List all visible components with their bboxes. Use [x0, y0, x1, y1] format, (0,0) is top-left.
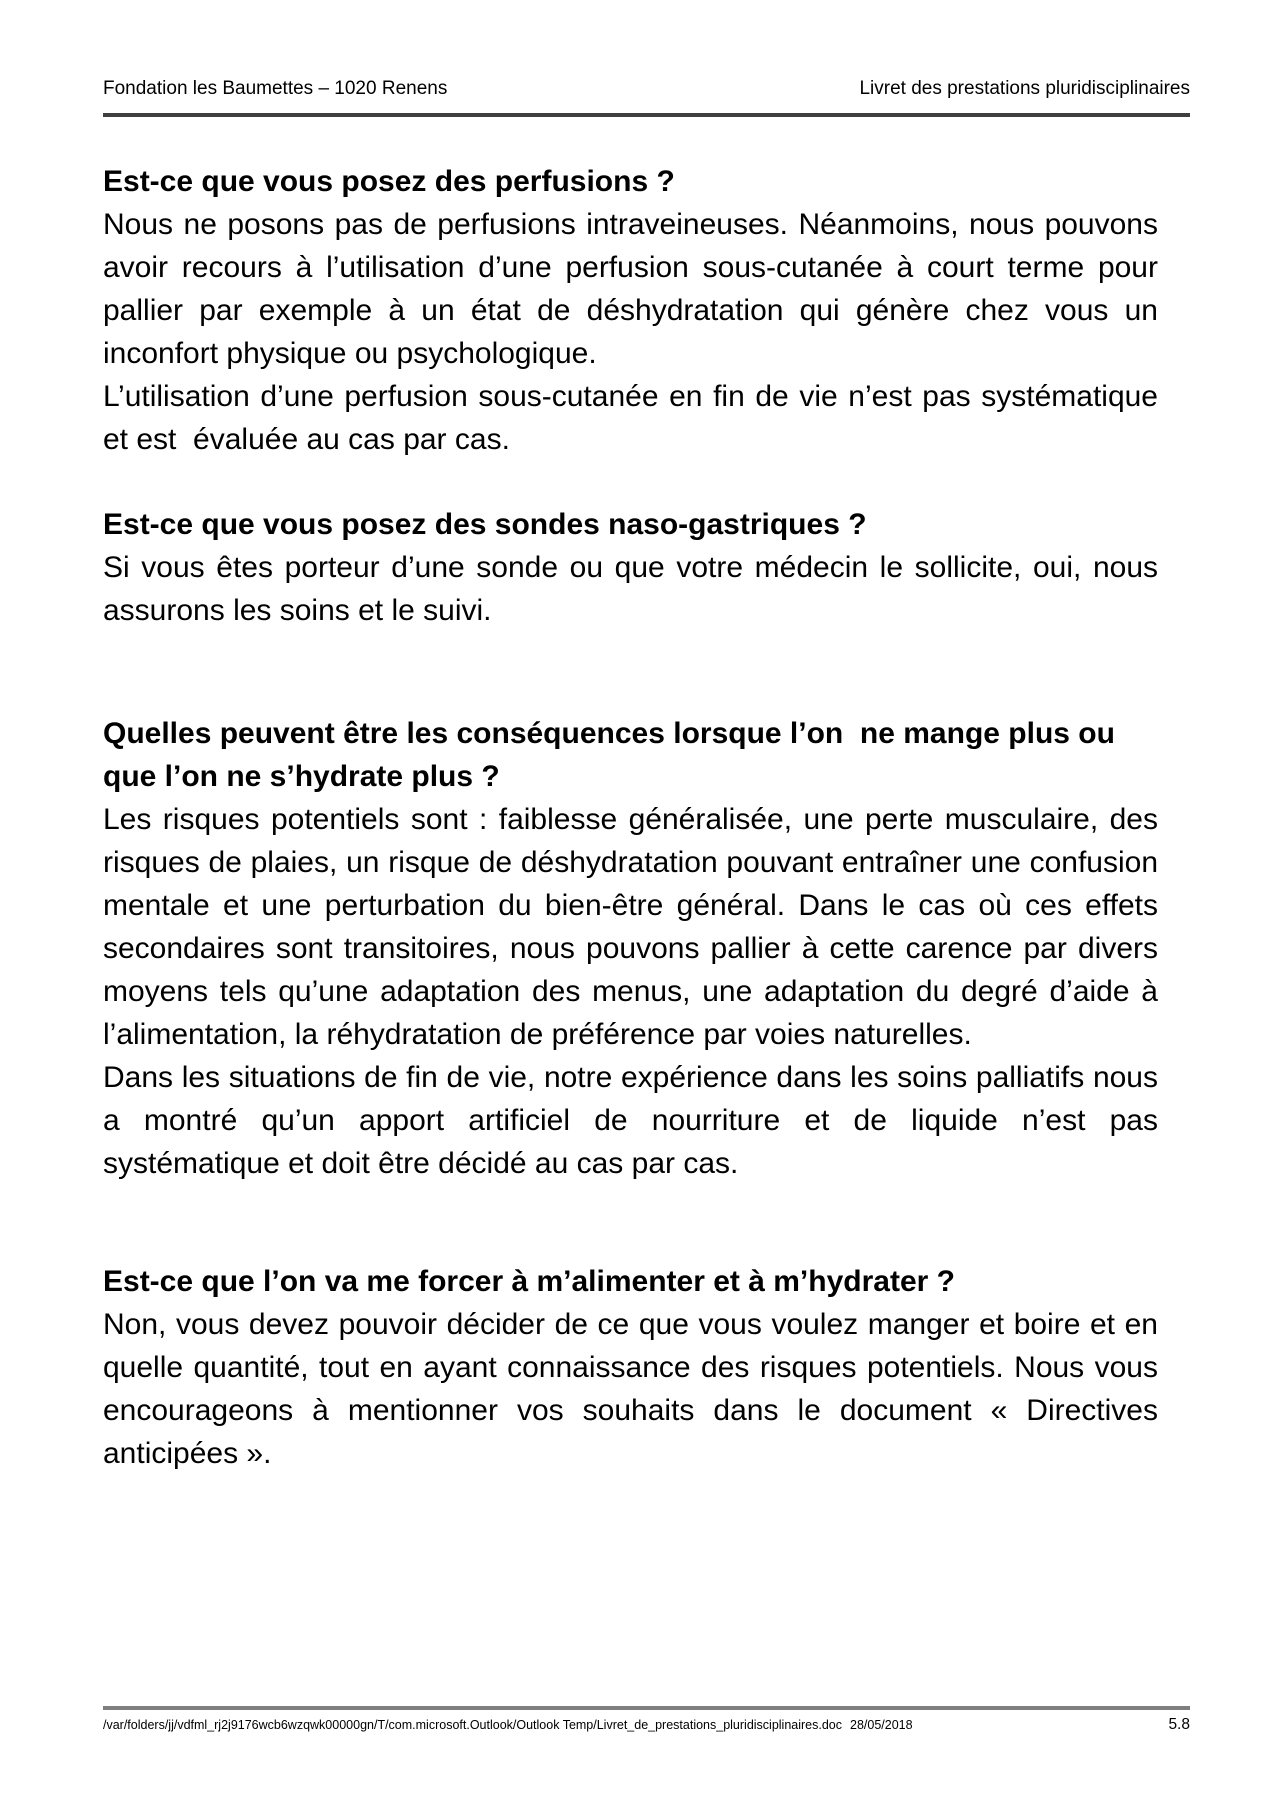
section-paragraph: Les risques potentiels sont : faiblesse généralisée, une perte musculaire, des risques de plaies, un risque de déshydratation pouvant entraîner une confusion mentale et une perturbation du bien-être général. Dans le cas où ces effets secondaires sont transitoires, nous pouvons pallier à cette carence par divers moyens tels qu’une adaptation des menus, une adaptation du degré d’aide à l’alimentation, la réhydratation de préférence par voies naturelles.	[103, 803, 1167, 1051]
section-paragraph: Non, vous devez pouvoir décider de ce que vous voulez manger et boire et en quelle quantité, tout en ayant connaissance des risques potentiels. Nous vous encourageons à mentionner vos souhaits dans le document « Directives anticipées ».	[103, 1308, 1167, 1470]
header-organization: Fondation les Baumettes – 1020 Renens	[103, 78, 448, 99]
document-body	[103, 160, 1167, 1475]
header-document-title: Livret des prestations pluridisciplinaires	[859, 78, 1190, 99]
section-paragraph: Si vous êtes porteur d’une sonde ou que votre médecin le sollicite, oui, nous assurons les soins et le suivi.	[103, 551, 1167, 627]
section-paragraph: L’utilisation d’une perfusion sous-cutanée en fin de vie n’est pas systématique et est évaluée au cas par cas.	[103, 380, 1167, 456]
section-heading: Est-ce que vous posez des perfusions ?	[103, 165, 675, 198]
page-footer	[103, 1706, 1190, 1734]
page-header	[103, 78, 1190, 117]
footer-date: 28/05/2018	[850, 1718, 913, 1732]
section-sondes-naso-gastriques	[103, 503, 1167, 632]
footer-file-info	[103, 1718, 913, 1733]
section-paragraph: Dans les situations de fin de vie, notre expérience dans les soins palliatifs nous a montré qu’un apport artificiel de nourriture et de liquide n’est pas systématique et doit être décidé au cas par cas.	[103, 1061, 1167, 1180]
footer-page-number: 5.8	[1168, 1716, 1190, 1733]
section-paragraph: Nous ne posons pas de perfusions intraveineuses. Néanmoins, nous pouvons avoir recours à l’utilisation d’une perfusion sous-cutanée à court terme pour pallier par exemple à un état de déshydratation qui génère chez vous un inconfort physique ou psychologique.	[103, 208, 1167, 370]
section-consequences-alimentation	[103, 712, 1167, 1185]
section-heading: Est-ce que l’on va me forcer à m’alimenter et à m’hydrater ?	[103, 1265, 955, 1298]
section-heading: Quelles peuvent être les conséquences lorsque l’on ne mange plus ou que l’on ne s’hydrate plus ?	[103, 717, 1124, 793]
footer-file-path: /var/folders/jj/vdfml_rj2j9176wcb6wzqwk00000gn/T/com.microsoft.Outlook/Outlook Temp/Livret_de_prestations_pluridisciplinaires.doc	[103, 1718, 843, 1732]
section-perfusions	[103, 160, 1167, 461]
section-forcer-alimentation	[103, 1260, 1167, 1475]
section-heading: Est-ce que vous posez des sondes naso-gastriques ?	[103, 508, 867, 541]
